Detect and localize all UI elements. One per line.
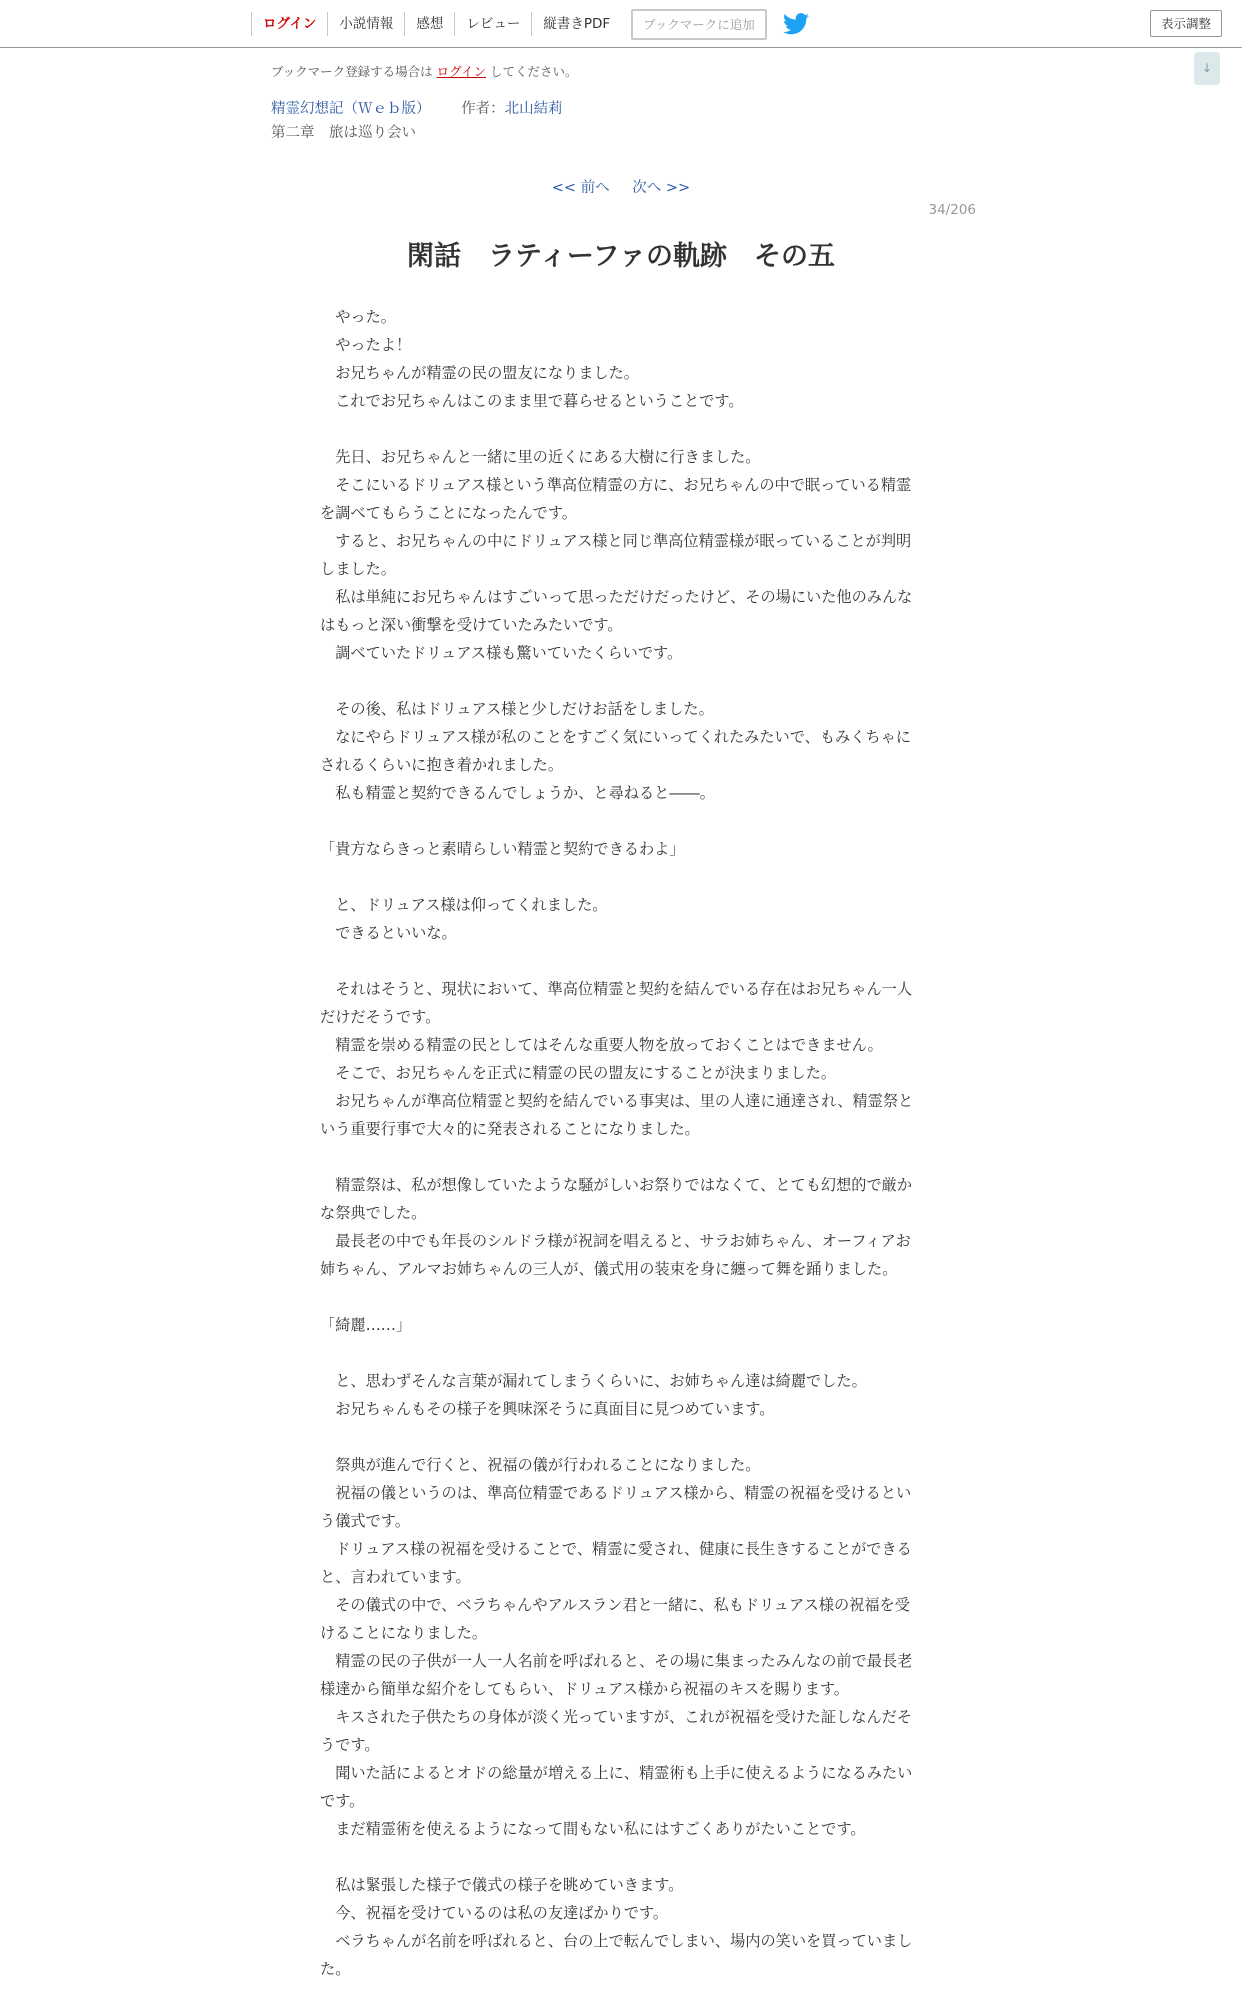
prev-episode-link[interactable]: << 前へ [551,180,610,196]
chapter-title: 第二章 旅は巡り会い [271,125,416,141]
nav-vertical-pdf[interactable]: 縦書きPDF [531,12,621,36]
body-line: 精霊を崇める精霊の民としてはそんな重要人物を放っておくことはできません。 [320,1036,883,1054]
bookmark-note-after: してください。 [490,64,578,79]
scroll-down-button[interactable]: ↓ [1194,52,1220,85]
body-line [320,1143,920,1171]
nav-login[interactable]: ログイン [251,12,327,36]
novel-title-link[interactable]: 精霊幻想記（Ｗｅｂ版） [271,101,431,117]
body-line [320,1339,920,1367]
body-line: 私は緊張した様子で儀式の様子を眺めていきます。 [320,1876,684,1894]
episode-title: 閑話 ラティーファの軌跡 その五 [407,241,835,272]
body-line: 精霊祭は、私が想像していたような騒がしいお祭りではなくて、とても幻想的で厳かな祭典でした。 [320,1176,913,1222]
body-line: キスされた子供たちの身体が淡く光っていますが、これが祝福を受けた証しなんだそうです。 [320,1708,913,1754]
body-line: その後、私はドリュアス様と少しだけお話をしました。 [320,700,714,718]
body-line [320,1423,920,1451]
display-settings-button[interactable]: 表示調整 [1150,10,1222,37]
body-line: お兄ちゃんが準高位精霊と契約を結んでいる事実は、里の人達に通達され、精霊祭という重要行事で大々的に発表されることになりました。 [320,1092,914,1138]
body-line: 「貴方ならきっと素晴らしい精霊と契約できるわよ」 [320,840,685,858]
header-nav [251,12,809,36]
body-line: やった。 [320,308,396,326]
body-line: と、ドリュアス様は仰ってくれました。 [320,896,608,914]
body-line [320,1843,920,1871]
twitter-bird-icon [783,13,809,35]
body-line: それはそうと、現状において、準高位精霊と契約を結んでいる存在はお兄ちゃん一人だけだそうです。 [320,980,913,1026]
body-line: 調べていたドリュアス様も驚いていたくらいです。 [320,644,683,662]
novel-meta [271,97,563,118]
body-line: まだ精霊術を使えるようになって間もない私にはすごくありがたいことです。 [320,1820,866,1838]
author-name-link[interactable]: 北山結莉 [504,101,563,117]
body-line: やったよ！ [320,336,412,354]
body-line: と、思わずそんな言葉が漏れてしまうくらいに、お姉ちゃん達は綺麗でした。 [320,1372,867,1390]
body-line [320,807,920,835]
add-bookmark-button[interactable]: ブックマークに追加 [631,9,767,40]
nav-review[interactable]: レビュー [454,12,531,36]
nav-impressions[interactable]: 感想 [404,12,454,36]
body-line: できるといいな。 [320,924,457,942]
body-line: 私は単純にお兄ちゃんはすごいって思っただけだったけど、その場にいた他のみんなはもっと深い衝撃を受けていたみたいです。 [320,588,913,634]
nav-novel-info[interactable]: 小説情報 [327,12,404,36]
body-line: 聞いた話によるとオドの総量が増える上に、精霊術も上手に使えるようになるみたいです。 [320,1764,913,1810]
body-line: 祭典が進んで行くと、祝福の儀が行われることになりました。 [320,1456,761,1474]
body-line: なにやらドリュアス様が私のことをすごく気にいってくれたみたいで、もみくちゃにされるくらいに抱き着かれました。 [320,728,911,774]
novel-body [320,303,920,2011]
body-line: 先日、お兄ちゃんと一緒に里の近くにある大樹に行きました。 [320,448,761,466]
body-line [320,415,920,443]
body-line: そこにいるドリュアス様という準高位精霊の方に、お兄ちゃんの中で眠っている精霊を調べてもらうことになったんです。 [320,476,912,522]
body-line: 精霊の民の子供が一人一人名前を呼ばれると、その場に集まったみんなの前で最長老様達から簡単な紹介をしてもらい、ドリュアス様から祝福のキスを賜ります。 [320,1652,913,1698]
body-line [320,667,920,695]
body-line: 最長老の中でも年長のシルドラ様が祝詞を唱えると、サラお姉ちゃん、オーフィアお姉ちゃん、アルマお姉ちゃんの三人が、儀式用の装束を身に纏って舞を踊りました。 [320,1232,911,1278]
bookmark-note-login-link[interactable]: ログイン [436,64,487,79]
body-line: 今、祝福を受けているのは私の友達ばかりです。 [320,1904,669,1922]
body-line: すると、お兄ちゃんの中にドリュアス様と同じ準高位精霊様が眠っていることが判明しました。 [320,532,912,578]
body-line [320,947,920,975]
bookmark-note-before: ブックマーク登録する場合は [271,64,433,79]
body-line [320,1283,920,1311]
episode-pager [0,176,1242,197]
body-line: 私も精霊と契約できるんでしょうか、と尋ねると――。 [320,784,715,802]
body-line: お兄ちゃんもその様子を興味深そうに真面目に見つめています。 [320,1400,775,1418]
episode-count: 34/206 [928,202,976,218]
body-line: お兄ちゃんが精霊の民の盟友になりました。 [320,364,639,382]
body-line: ベラちゃんが名前を呼ばれると、台の上で転んでしまい、場内の笑いを買っていました。 [320,1932,913,1978]
body-line: 「綺麗……」 [320,1316,412,1334]
body-line: その儀式の中で、ベラちゃんやアルスラン君と一緒に、私もドリュアス様の祝福を受けることになりました。 [320,1596,910,1642]
body-line [320,863,920,891]
body-line: 祝福の儀というのは、準高位精霊であるドリュアス様から、精霊の祝福を受けるという儀式です。 [320,1484,912,1530]
next-episode-link[interactable]: 次へ >> [632,180,691,196]
twitter-icon[interactable] [783,13,809,35]
body-line: そこで、お兄ちゃんを正式に精霊の民の盟友にすることが決まりました。 [320,1064,837,1082]
body-line [320,1983,920,2011]
top-header [0,0,1242,48]
author-label: 作者： [461,101,505,117]
body-line: これでお兄ちゃんはこのまま里で暮らせるということです。 [320,392,744,410]
body-line: ドリュアス様の祝福を受けることで、精霊に愛され、健康に長生きすることができると、言われています。 [320,1540,912,1586]
bookmark-login-note [271,62,578,80]
